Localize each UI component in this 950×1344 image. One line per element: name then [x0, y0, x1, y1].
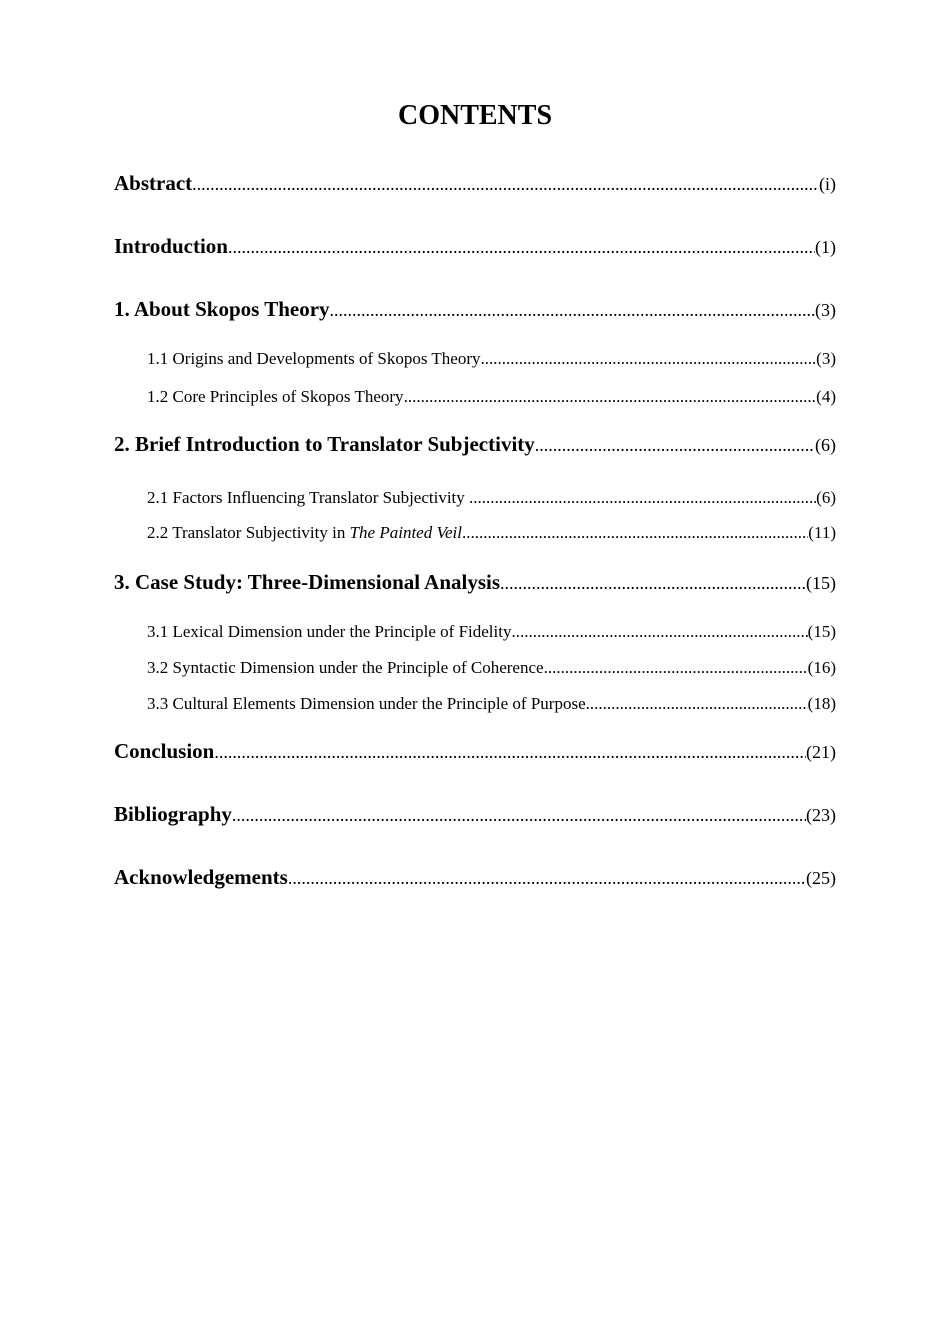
- toc-entry-label: Conclusion: [114, 739, 215, 763]
- dot-leader: [228, 237, 815, 258]
- toc-page-number: (3): [816, 349, 836, 368]
- toc-entry-abstract[interactable]: [114, 171, 836, 196]
- toc-page-number: (6): [816, 488, 836, 507]
- toc-page-number: (15): [806, 573, 836, 593]
- toc-entry-label: 1. About Skopos Theory: [114, 297, 330, 321]
- toc-entry-label: 3.1 Lexical Dimension under the Principle of Fidelity: [147, 622, 512, 641]
- toc-entry-label: Abstract: [114, 171, 193, 195]
- dot-leader: [288, 868, 806, 889]
- toc-entry-bibliography[interactable]: [114, 802, 836, 827]
- toc-entry-label: 3. Case Study: Three-Dimensional Analysis: [114, 570, 501, 594]
- page-title: CONTENTS: [397, 100, 553, 131]
- dot-leader: [481, 349, 817, 369]
- toc-page-number: (i): [819, 174, 836, 194]
- dot-leader: [511, 622, 807, 642]
- toc-page-number: (3): [815, 300, 836, 320]
- toc-entry-chapter-2[interactable]: [114, 432, 836, 457]
- toc-page-number: (25): [806, 868, 836, 888]
- toc-entry-chapter-3[interactable]: [114, 570, 836, 595]
- toc-entry-section-3-2[interactable]: [147, 658, 836, 678]
- toc-entry-section-1-2[interactable]: [147, 387, 836, 407]
- toc-entry-label: 1.2 Core Principles of Skopos Theory: [147, 387, 404, 406]
- toc-entry-label: 2.1 Factors Influencing Translator Subjectivity: [147, 488, 470, 507]
- toc-entry-label: 2. Brief Introduction to Translator Subjectivity: [114, 432, 535, 456]
- dot-leader: [469, 488, 816, 508]
- toc-page-number: (23): [806, 805, 836, 825]
- toc-page-number: (11): [808, 523, 836, 542]
- toc-entry-label: 3.2 Syntactic Dimension under the Principle of Coherence: [147, 658, 544, 677]
- toc-entry-section-3-3[interactable]: [147, 694, 836, 714]
- dot-leader: [544, 658, 808, 678]
- toc-page-number: (4): [816, 387, 836, 406]
- dot-leader: [330, 300, 815, 321]
- toc-entry-acknowledgements[interactable]: [114, 865, 836, 890]
- dot-leader: [586, 694, 808, 714]
- toc-entry-conclusion[interactable]: [114, 739, 836, 764]
- dot-leader: [232, 805, 806, 826]
- dot-leader: [535, 435, 815, 456]
- toc-entry-label: 3.3 Cultural Elements Dimension under the Principle of Purpose: [147, 694, 586, 713]
- toc-entry-label: Introduction: [114, 234, 228, 258]
- toc-entry-label-prefix: 2.2 Translator Subjectivity in: [147, 523, 350, 542]
- book-title: The Painted Veil: [349, 523, 462, 542]
- dot-leader: [404, 387, 817, 407]
- dot-leader: [214, 742, 806, 763]
- toc-entry-chapter-1[interactable]: [114, 297, 836, 322]
- toc-entry-label: 1.1 Origins and Developments of Skopos Theory: [147, 349, 481, 368]
- toc-entry-label: Bibliography: [114, 802, 232, 826]
- toc-entry-label: [147, 523, 462, 543]
- dot-leader: [500, 573, 806, 594]
- toc-page-number: (18): [807, 694, 836, 713]
- dot-leader: [192, 174, 819, 195]
- toc-entry-section-1-1[interactable]: [147, 349, 836, 369]
- toc-entry-introduction[interactable]: [114, 234, 836, 259]
- toc-entry-section-2-2[interactable]: [147, 523, 836, 543]
- toc-page-number: (16): [807, 658, 836, 677]
- toc-page-number: (21): [806, 742, 836, 762]
- toc-entry-section-2-1[interactable]: [147, 488, 836, 508]
- toc-page-number: (1): [815, 237, 836, 257]
- toc-entry-section-3-1[interactable]: [147, 622, 836, 642]
- toc-page-number: (15): [807, 622, 836, 641]
- dot-leader: [462, 523, 808, 543]
- toc-page-number: (6): [815, 435, 836, 455]
- toc-entry-label: Acknowledgements: [114, 865, 288, 889]
